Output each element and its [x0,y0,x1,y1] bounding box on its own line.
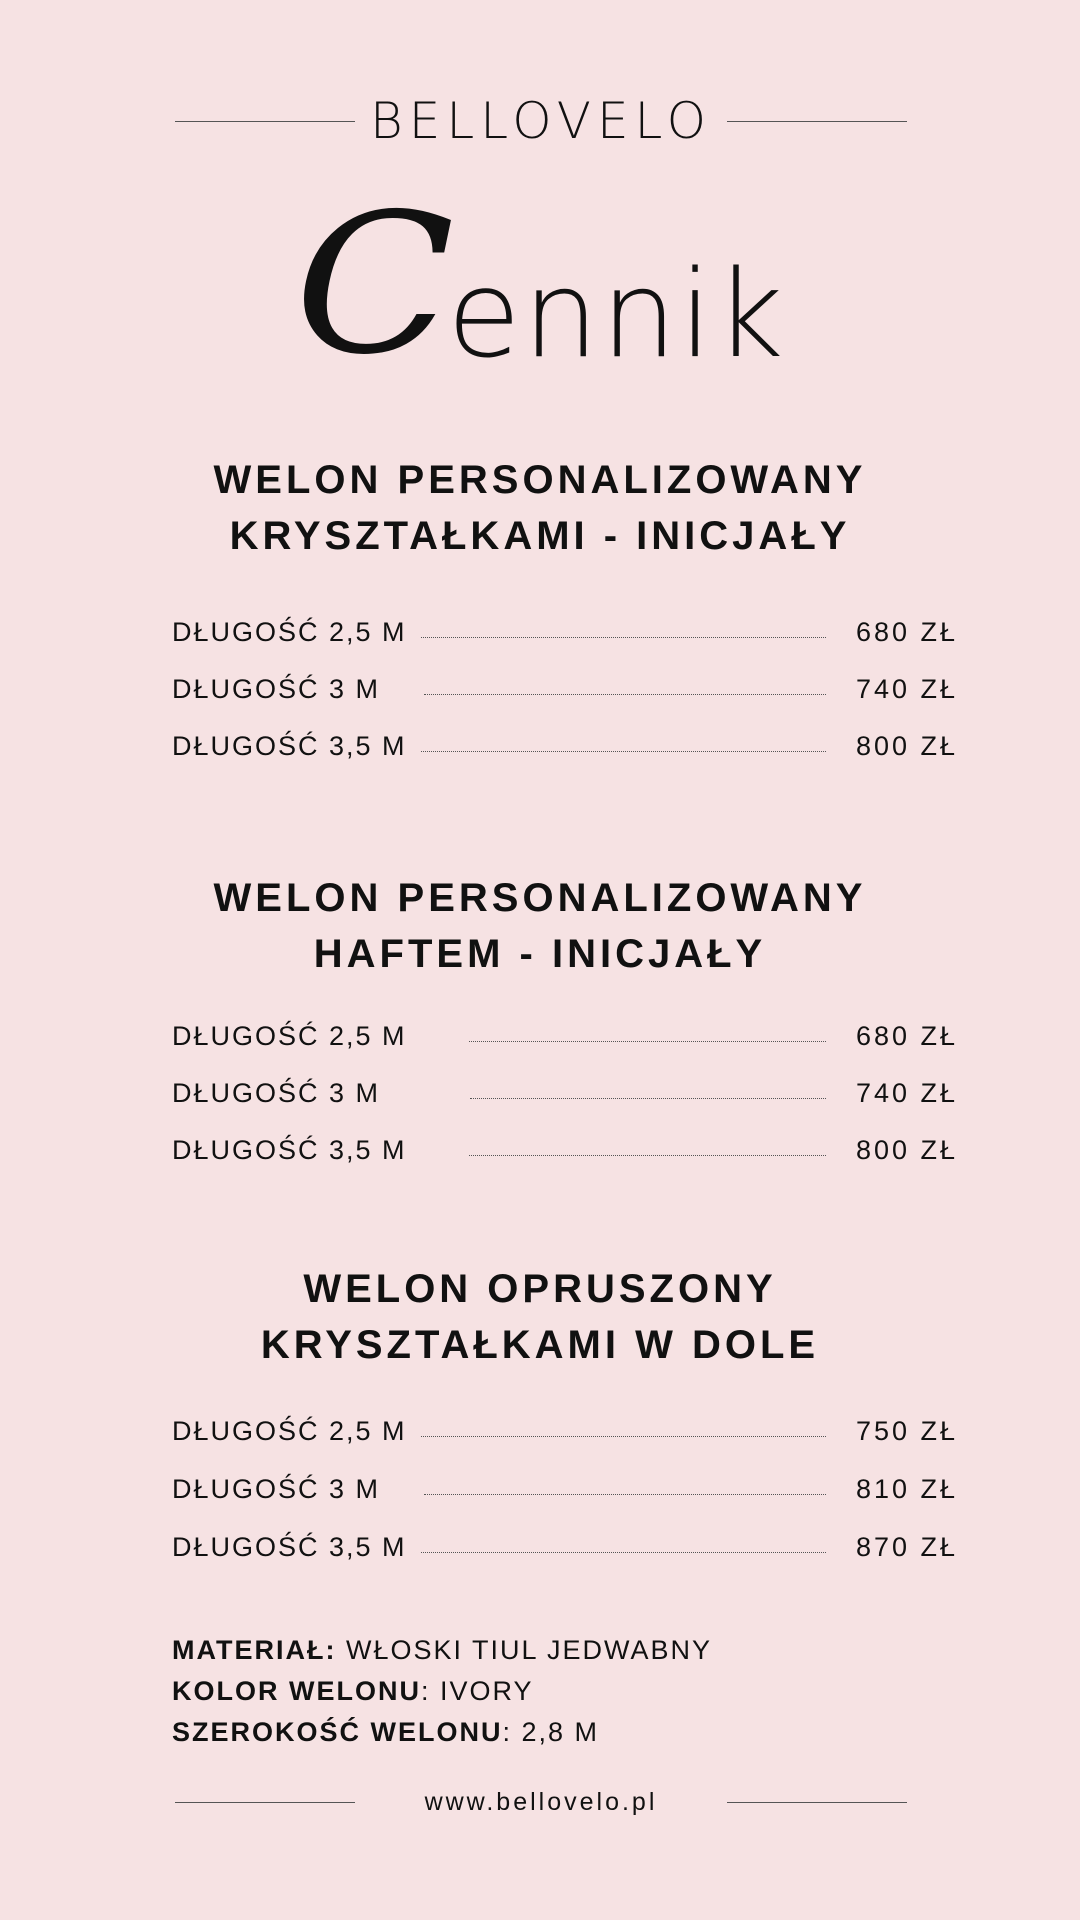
price-row [172,669,958,709]
spec-value: : 2,8 M [502,1717,600,1747]
spec-width [172,1712,958,1753]
section-title [0,452,1080,564]
dotted-leader [421,637,826,638]
divider-line-right [727,121,907,122]
spec-value: WŁOSKI TIUL JEDWABNY [336,1635,713,1665]
title-rest: ennik [446,246,786,385]
price-row [172,1016,958,1056]
length-label: DŁUGOŚĆ 3 M [172,1077,381,1108]
price-row [172,1073,958,1113]
title-initial: C [294,171,455,398]
dotted-leader [421,751,826,752]
price-value: 800 ZŁ [855,1134,958,1165]
price-value: 870 ZŁ [855,1531,958,1562]
spec-color [172,1671,958,1712]
divider-line-left [175,1802,355,1803]
page-title [0,171,1080,398]
spec-label: MATERIAŁ: [172,1635,337,1665]
price-row [172,1469,958,1509]
dotted-leader [421,1436,826,1437]
veil-specifications [172,1630,958,1753]
price-row [172,726,958,766]
section-title-line: WELON PERSONALIZOWANY [213,458,867,502]
section-crystal-hem [0,1261,1080,1562]
section-title-line: WELON OPRUSZONY [303,1267,777,1311]
spec-label: KOLOR WELONU [172,1676,421,1706]
price-value: 680 ZŁ [855,616,958,647]
section-crystal-initials [0,452,1080,761]
length-label: DŁUGOŚĆ 2,5 M [172,1415,407,1446]
price-value: 740 ZŁ [855,673,958,704]
price-row [172,1130,958,1170]
divider-line-left [175,121,355,122]
spec-value: : IVORY [420,1676,534,1706]
length-label: DŁUGOŚĆ 3,5 M [172,1531,407,1562]
length-label: DŁUGOŚĆ 2,5 M [172,616,407,647]
length-label: DŁUGOŚĆ 3,5 M [172,730,407,761]
length-label: DŁUGOŚĆ 3 M [172,673,381,704]
brand-header [175,90,907,152]
dotted-leader [470,1098,826,1099]
price-value: 680 ZŁ [855,1020,958,1051]
price-value: 810 ZŁ [855,1473,958,1504]
spec-material [172,1630,958,1671]
price-row [172,1527,958,1567]
section-embroidery-initials [0,870,1080,1165]
section-title [0,1261,1080,1373]
divider-line-right [727,1802,907,1803]
footer [175,1782,907,1822]
length-label: DŁUGOŚĆ 3 M [172,1473,381,1504]
section-title-line: WELON PERSONALIZOWANY [213,876,867,920]
price-row [172,1411,958,1451]
length-label: DŁUGOŚĆ 3,5 M [172,1134,407,1165]
price-value: 800 ZŁ [855,730,958,761]
dotted-leader [469,1155,826,1156]
dotted-leader [424,1494,826,1495]
dotted-leader [424,694,826,695]
brand-name: BELLOVELO [370,92,712,150]
section-title-line: KRYSZTAŁKAMI W DOLE [260,1323,820,1367]
section-title-line: HAFTEM - INICJAŁY [313,932,767,976]
length-label: DŁUGOŚĆ 2,5 M [172,1020,407,1051]
price-row [172,612,958,652]
spec-label: SZEROKOŚĆ WELONU [172,1717,503,1747]
section-title [0,870,1080,982]
dotted-leader [421,1552,826,1553]
price-value: 740 ZŁ [855,1077,958,1108]
price-value: 750 ZŁ [855,1415,958,1446]
website-link[interactable]: www.bellovelo.pl [424,1787,658,1816]
section-title-line: KRYSZTAŁKAMI - INICJAŁY [229,514,851,558]
dotted-leader [469,1041,826,1042]
